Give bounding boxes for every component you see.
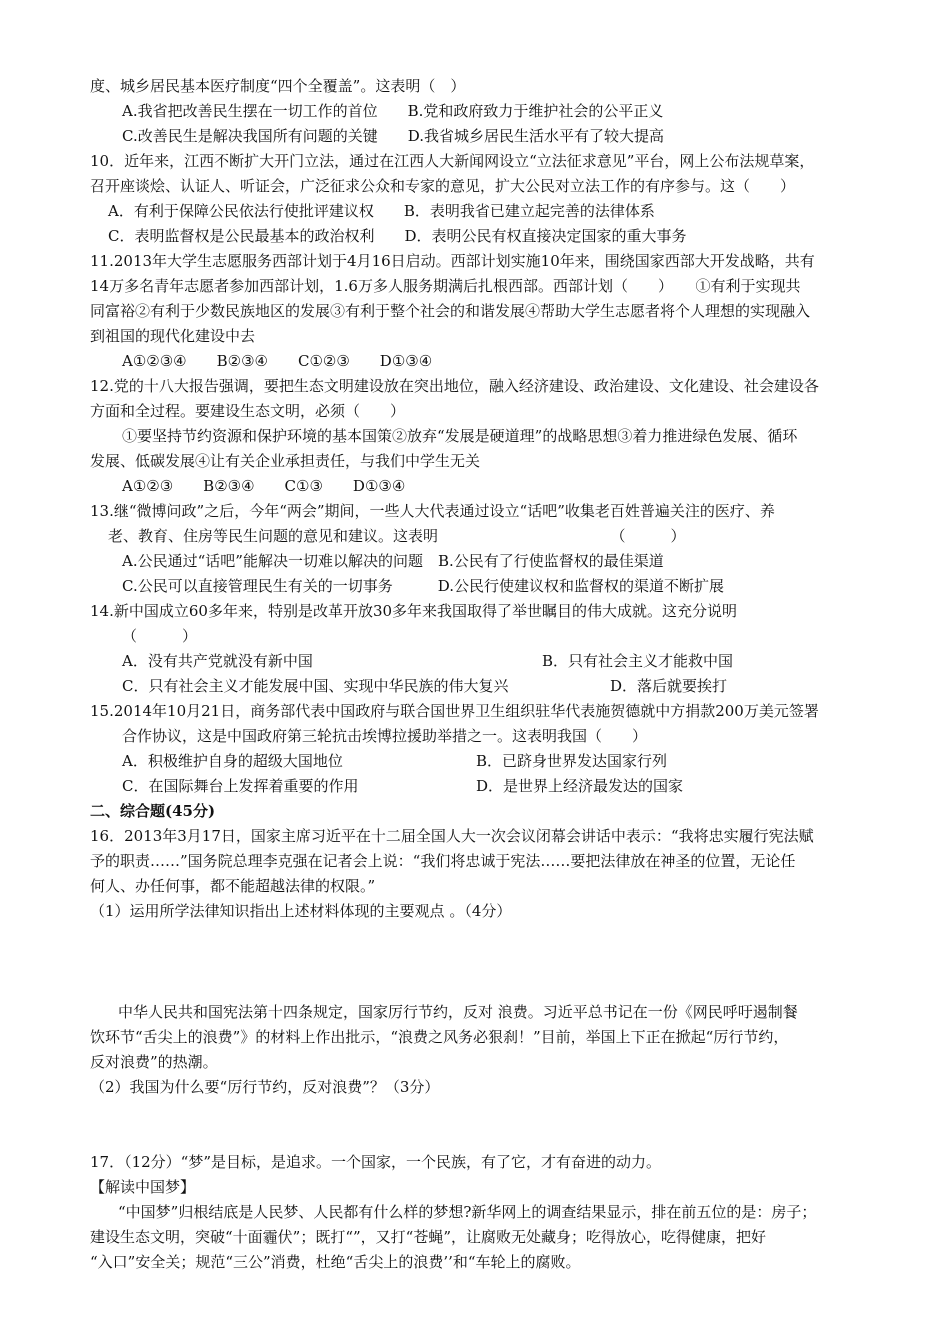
q12-items-2: 发展、低碳发展④让有关企业承担责任，与我们中学生无关 — [90, 452, 481, 470]
q9-options-ab: A.我省把改善民生摆在一切工作的首位 B.党和政府致力于维护社会的公平正义 — [122, 102, 664, 120]
q10-stem-2: 召开座谈烩、认证人、听证会，广泛征求公众和专家的意见，扩大公民对立法工作的有序参与。这（ ） — [90, 177, 796, 195]
q16-material-3: 何人、办任何事，都不能超越法律的权限。” — [90, 877, 376, 895]
q16-material-2: 予的职责……”国务院总理李克强在记者会上说：“我们将忠诚于宪法……要把法律放在神圣的位置，无论任 — [90, 852, 796, 870]
q11-stem-1: 11.2013年大学生志愿服务西部计划于4月16日启动。西部计划实施10年来，围绕国家西部大开发战略，共有 — [90, 252, 815, 270]
q14-stem: 14.新中国成立60多年来，特别是改革开放30多年来我国取得了举世瞩目的伟大成就。这充分说明 — [90, 602, 738, 620]
q12-stem-1: 12.党的十八大报告强调，要把生态文明建设放在突出地位，融入经济建设、政治建设、文化建设、社会建设各 — [90, 377, 819, 395]
q14-option-a: A．没有共产党就没有新中国 — [122, 652, 313, 670]
q14-option-b: B．只有社会主义才能救中国 — [542, 652, 734, 670]
q13-stem-1: 13.继“微博问政”之后，今年“两会”期间，一些人大代表通过设立“话吧”收集老百姓普遍关注的医疗、养 — [90, 502, 775, 520]
q17-material-2: 建设生态文明，突破“十面霾伏”；既打“”，又打“苍蝇”，让腐败无处藏身；吃得放心，吃得健康，把好 — [90, 1228, 767, 1246]
q15-option-c: C．在国际舞台上发挥着重要的作用 — [122, 777, 359, 795]
q12-stem-2: 方面和全过程。要建设生态文明，必须（ ） — [90, 402, 406, 420]
q9-options-cd: C.改善民生是解决我国所有问题的关键 D.我省城乡居民生活水平有了较大提高 — [122, 127, 664, 145]
q14-option-d: D．落后就要挨打 — [610, 677, 728, 695]
q17-stem: 17．（12分）“梦”是目标，是追求。一个国家，一个民族，有了它，才有奋进的动力。 — [90, 1153, 662, 1171]
q9-stem-end: 度、城乡居民基本医疗制度“四个全覆盖”。这表明（ ） — [90, 77, 466, 95]
q13-stem-2: 老、教育、住房等民生问题的意见和建议。这表明 （ ） — [108, 527, 686, 545]
q11-options: A①②③④ B②③④ C①②③ D①③④ — [122, 352, 433, 370]
q13-options-cd: C.公民可以直接管理民生有关的一切事务 D.公民行使建议权和监督权的渠道不断扩展 — [122, 577, 724, 595]
q15-stem-1: 15.2014年10月21日，商务部代表中国政府与联合国世界卫生组织驻华代表施贺德就中方捐款200万美元签署 — [90, 702, 819, 720]
q10-options-cd: C．表明监督权是公民最基本的政治权利 D．表明公民有权直接决定国家的重大事务 — [108, 227, 687, 245]
q15-option-b: B．已跻身世界发达国家行列 — [476, 752, 668, 770]
q16-subquestion-1: （1）运用所学法律知识指出上述材料体现的主要观点 。（4分） — [90, 902, 512, 920]
q15-option-d: D．是世界上经济最发达的国家 — [476, 777, 684, 795]
q16-material-5: 饮环节“舌尖上的浪费”》的材料上作出批示，“浪费之风务必狠刹！”目前，举国上下正在掀起“厉行节约， — [90, 1028, 789, 1046]
q14-option-c: C．只有社会主义才能发展中国、实现中华民族的伟大复兴 — [122, 677, 509, 695]
q10-options-ab: A．有利于保障公民依法行使批评建议权 B．表明我省已建立起完善的法律体系 — [108, 202, 655, 220]
q17-material-1: “中国梦”归根结底是人民梦、人民都有什么样的梦想?新华网上的调查结果显示，排在前五位的是：房子； — [118, 1203, 817, 1221]
q15-option-a: A．积极维护自身的超级大国地位 — [122, 752, 343, 770]
q16-material-1: 16．2013年3月17日，国家主席习近平在十二届全国人大一次会议闭幕会讲话中表示：“我将忠实履行宪法赋 — [90, 827, 814, 845]
q16-material-4: 中华人民共和国宪法第十四条规定，国家厉行节约，反对 浪费。习近平总书记在一份《网民呼吁遏制餐 — [118, 1003, 798, 1021]
q14-answer-blank: （ ） — [122, 627, 198, 645]
q12-items-1: ①要坚持节约资源和保护环境的基本国策②放弃“发展是硬道理”的战略思想③着力推进绿色发展、循环 — [122, 427, 798, 445]
q11-stem-2: 14万多名青年志愿者参加西部计划，1.6万多人服务期满后扎根西部。西部计划（ ） ①有利于实现共 — [90, 277, 801, 295]
q15-stem-2: 合作协议，这是中国政府第三轮抗击埃博拉援助举措之一。这表明我国（ ） — [122, 727, 648, 745]
section-heading: 二、综合题(45分) — [90, 802, 216, 820]
q11-stem-4: 到祖国的现代化建设中去 — [90, 327, 256, 345]
q11-stem-3: 同富裕②有利于少数民族地区的发展③有利于整个社会的和谐发展④帮助大学生志愿者将个人理想的实现融入 — [90, 302, 811, 320]
q16-subquestion-2: （2）我国为什么要“厉行节约，反对浪费”？（3分） — [90, 1078, 440, 1096]
q13-options-ab: A.公民通过“话吧”能解决一切难以解决的问题 B.公民有了行使监督权的最佳渠道 — [122, 552, 664, 570]
q12-options: A①②③ B②③④ C①③ D①③④ — [122, 477, 406, 495]
q17-subheading: 【解读中国梦】 — [90, 1178, 196, 1196]
q17-material-3: “入口”安全关；规范“三公”消费，杜绝“舌尖上的浪费’’和“车轮上的腐败。 — [90, 1253, 581, 1271]
q16-material-6: 反对浪费”的热潮。 — [90, 1053, 218, 1071]
q10-stem-1: 10．近年来，江西不断扩大开门立法，通过在江西人大新闻网设立“立法征求意见”平台，网上公布法规草案， — [90, 152, 815, 170]
